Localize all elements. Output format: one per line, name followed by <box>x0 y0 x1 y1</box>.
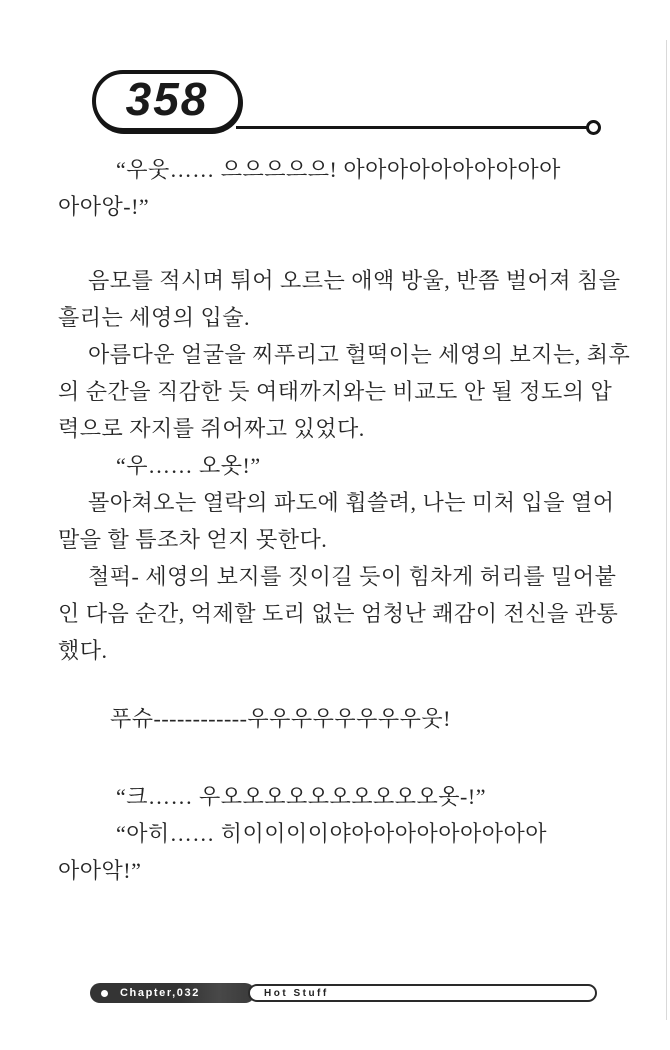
text-line: 푸슈------------우우우우우우우우웃! <box>110 706 452 731</box>
text-line: 음모를 적시며 튀어 오르는 애액 방울, 반쯤 벌어져 침을 <box>88 268 621 293</box>
text-line: “크…… 우오오오오오오오오오오옷-!” <box>116 784 486 809</box>
text-line: 몰아쳐오는 열락의 파도에 휩쓸려, 나는 미처 입을 열어 <box>88 490 615 515</box>
paragraph-dialogue <box>58 151 614 225</box>
page-number: 358 <box>125 73 209 125</box>
paragraph-dialogue <box>58 447 614 484</box>
text-line: 아름다운 얼굴을 찌푸리고 헐떡이는 세영의 보지는, 최후 <box>88 342 631 367</box>
line-end-ring-icon <box>586 120 601 135</box>
chapter-label: Chapter,032 <box>120 987 200 999</box>
header-rule <box>236 126 588 129</box>
text-line: 인 다음 순간, 억제할 도리 없는 엄청난 쾌감이 전신을 관통 <box>58 601 619 626</box>
page-edge-line <box>666 40 667 1020</box>
text-line: 의 순간을 직감한 듯 여태까지와는 비교도 안 될 정도의 압 <box>58 379 613 404</box>
book-title-badge <box>248 984 597 1002</box>
paragraph-dialogue <box>58 815 614 889</box>
text-line: “아히…… 히이이이이야아아아아아아아아아 <box>116 821 548 846</box>
paragraph-narration <box>58 262 621 336</box>
page-number-badge <box>92 70 242 132</box>
chapter-badge <box>90 983 255 1003</box>
text-line: 아아악!” <box>58 858 142 883</box>
bullet-dot-icon <box>101 990 108 997</box>
text-line: 아아앙-!” <box>58 194 150 219</box>
text-line: 말을 할 틈조차 얻지 못한다. <box>58 527 328 552</box>
text-line: 흘리는 세영의 입술. <box>58 305 251 330</box>
text-line: “우…… 오옷!” <box>116 453 261 478</box>
book-title: Hot Stuff <box>264 987 329 999</box>
paragraph-narration <box>58 336 631 447</box>
text-line: 했다. <box>58 638 108 663</box>
paragraph-dialogue <box>58 778 614 815</box>
text-line: “우웃…… 으으으으으! 아아아아아아아아아아 <box>116 157 561 182</box>
text-line: 력으로 자지를 쥐어짜고 있었다. <box>58 416 365 441</box>
paragraph-narration <box>58 484 614 558</box>
text-line: 철퍽- 세영의 보지를 짓이길 듯이 힘차게 허리를 밀어붙 <box>88 564 617 589</box>
paragraph-narration <box>58 558 619 669</box>
paragraph-sfx <box>58 700 614 737</box>
page-text <box>58 151 631 889</box>
